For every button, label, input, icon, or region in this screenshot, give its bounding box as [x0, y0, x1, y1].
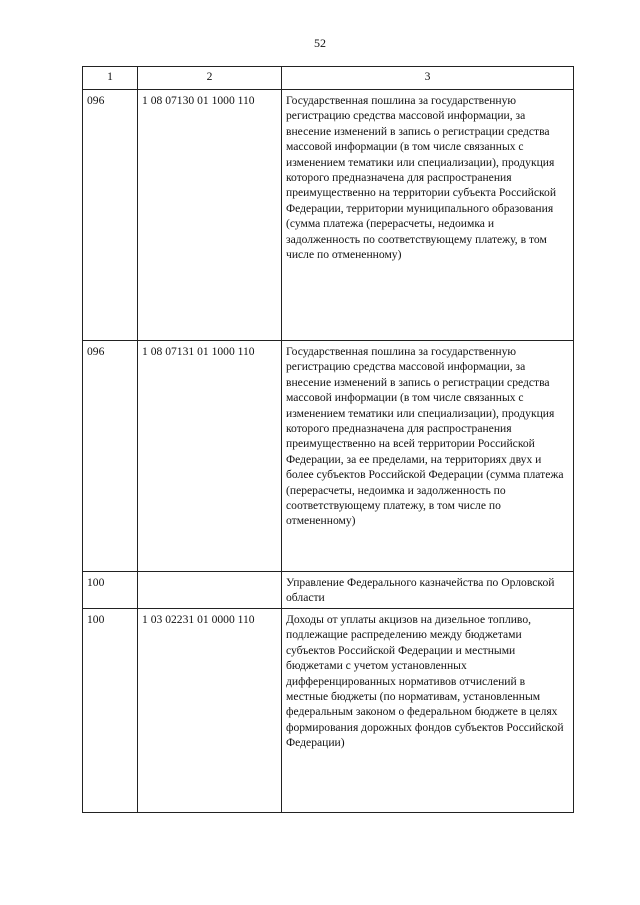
column-header-2: 2 — [138, 67, 282, 90]
table-row — [83, 341, 574, 572]
table-row — [83, 609, 574, 813]
admin-code-cell: 100 — [83, 572, 138, 609]
kbk-code-cell: 1 08 07131 01 1000 110 — [138, 341, 282, 572]
table-row — [83, 572, 574, 609]
budget-codes-table — [82, 66, 574, 813]
table-header-row — [83, 67, 574, 90]
kbk-code-cell — [138, 572, 282, 609]
column-header-3: 3 — [282, 67, 574, 90]
revenue-name-cell: Государственная пошлина за государственную регистрацию средства массовой информации, за внесение изменений в запись о регистрации средства массовой информации (в том числе связанных с изменением тематики или специализации), продукция которого предназначена для распространения преимущественно на территории субъекта Российской Федерации, территории муниципального образования (сумма платежа (перерасчеты, недоимка и задолженность по соответствующему платежу, в том числе по отмененному) — [282, 90, 574, 341]
admin-code-cell: 096 — [83, 90, 138, 341]
table-row — [83, 90, 574, 341]
revenue-name-cell: Государственная пошлина за государственную регистрацию средства массовой информации, за внесение изменений в запись о регистрации средства массовой информации (в том числе связанных с изменением тематики или специализации), продукция которого предназначена для распространения преимущественно на всей территории Российской Федерации, за ее пределами, на территориях двух и более субъектов Российской Федерации (сумма платежа (перерасчеты, недоимка и задолженность по соответствующему платежу, в том числе по отмененному) — [282, 341, 574, 572]
revenue-name-cell: Доходы от уплаты акцизов на дизельное топливо, подлежащие распределению между бюджетами субъектов Российской Федерации и местными бюджетами с учетом установленных дифференцированных нормативов отчислений в местные бюджеты (по нормативам, установленным федеральным законом о федеральном бюджете в целях формирования дорожных фондов субъектов Российской Федерации) — [282, 609, 574, 813]
admin-code-cell: 100 — [83, 609, 138, 813]
kbk-code-cell: 1 03 02231 01 0000 110 — [138, 609, 282, 813]
admin-code-cell: 096 — [83, 341, 138, 572]
kbk-code-cell: 1 08 07130 01 1000 110 — [138, 90, 282, 341]
page-number: 52 — [314, 36, 326, 50]
revenue-name-cell: Управление Федерального казначейства по Орловской области — [282, 572, 574, 609]
column-header-1: 1 — [83, 67, 138, 90]
